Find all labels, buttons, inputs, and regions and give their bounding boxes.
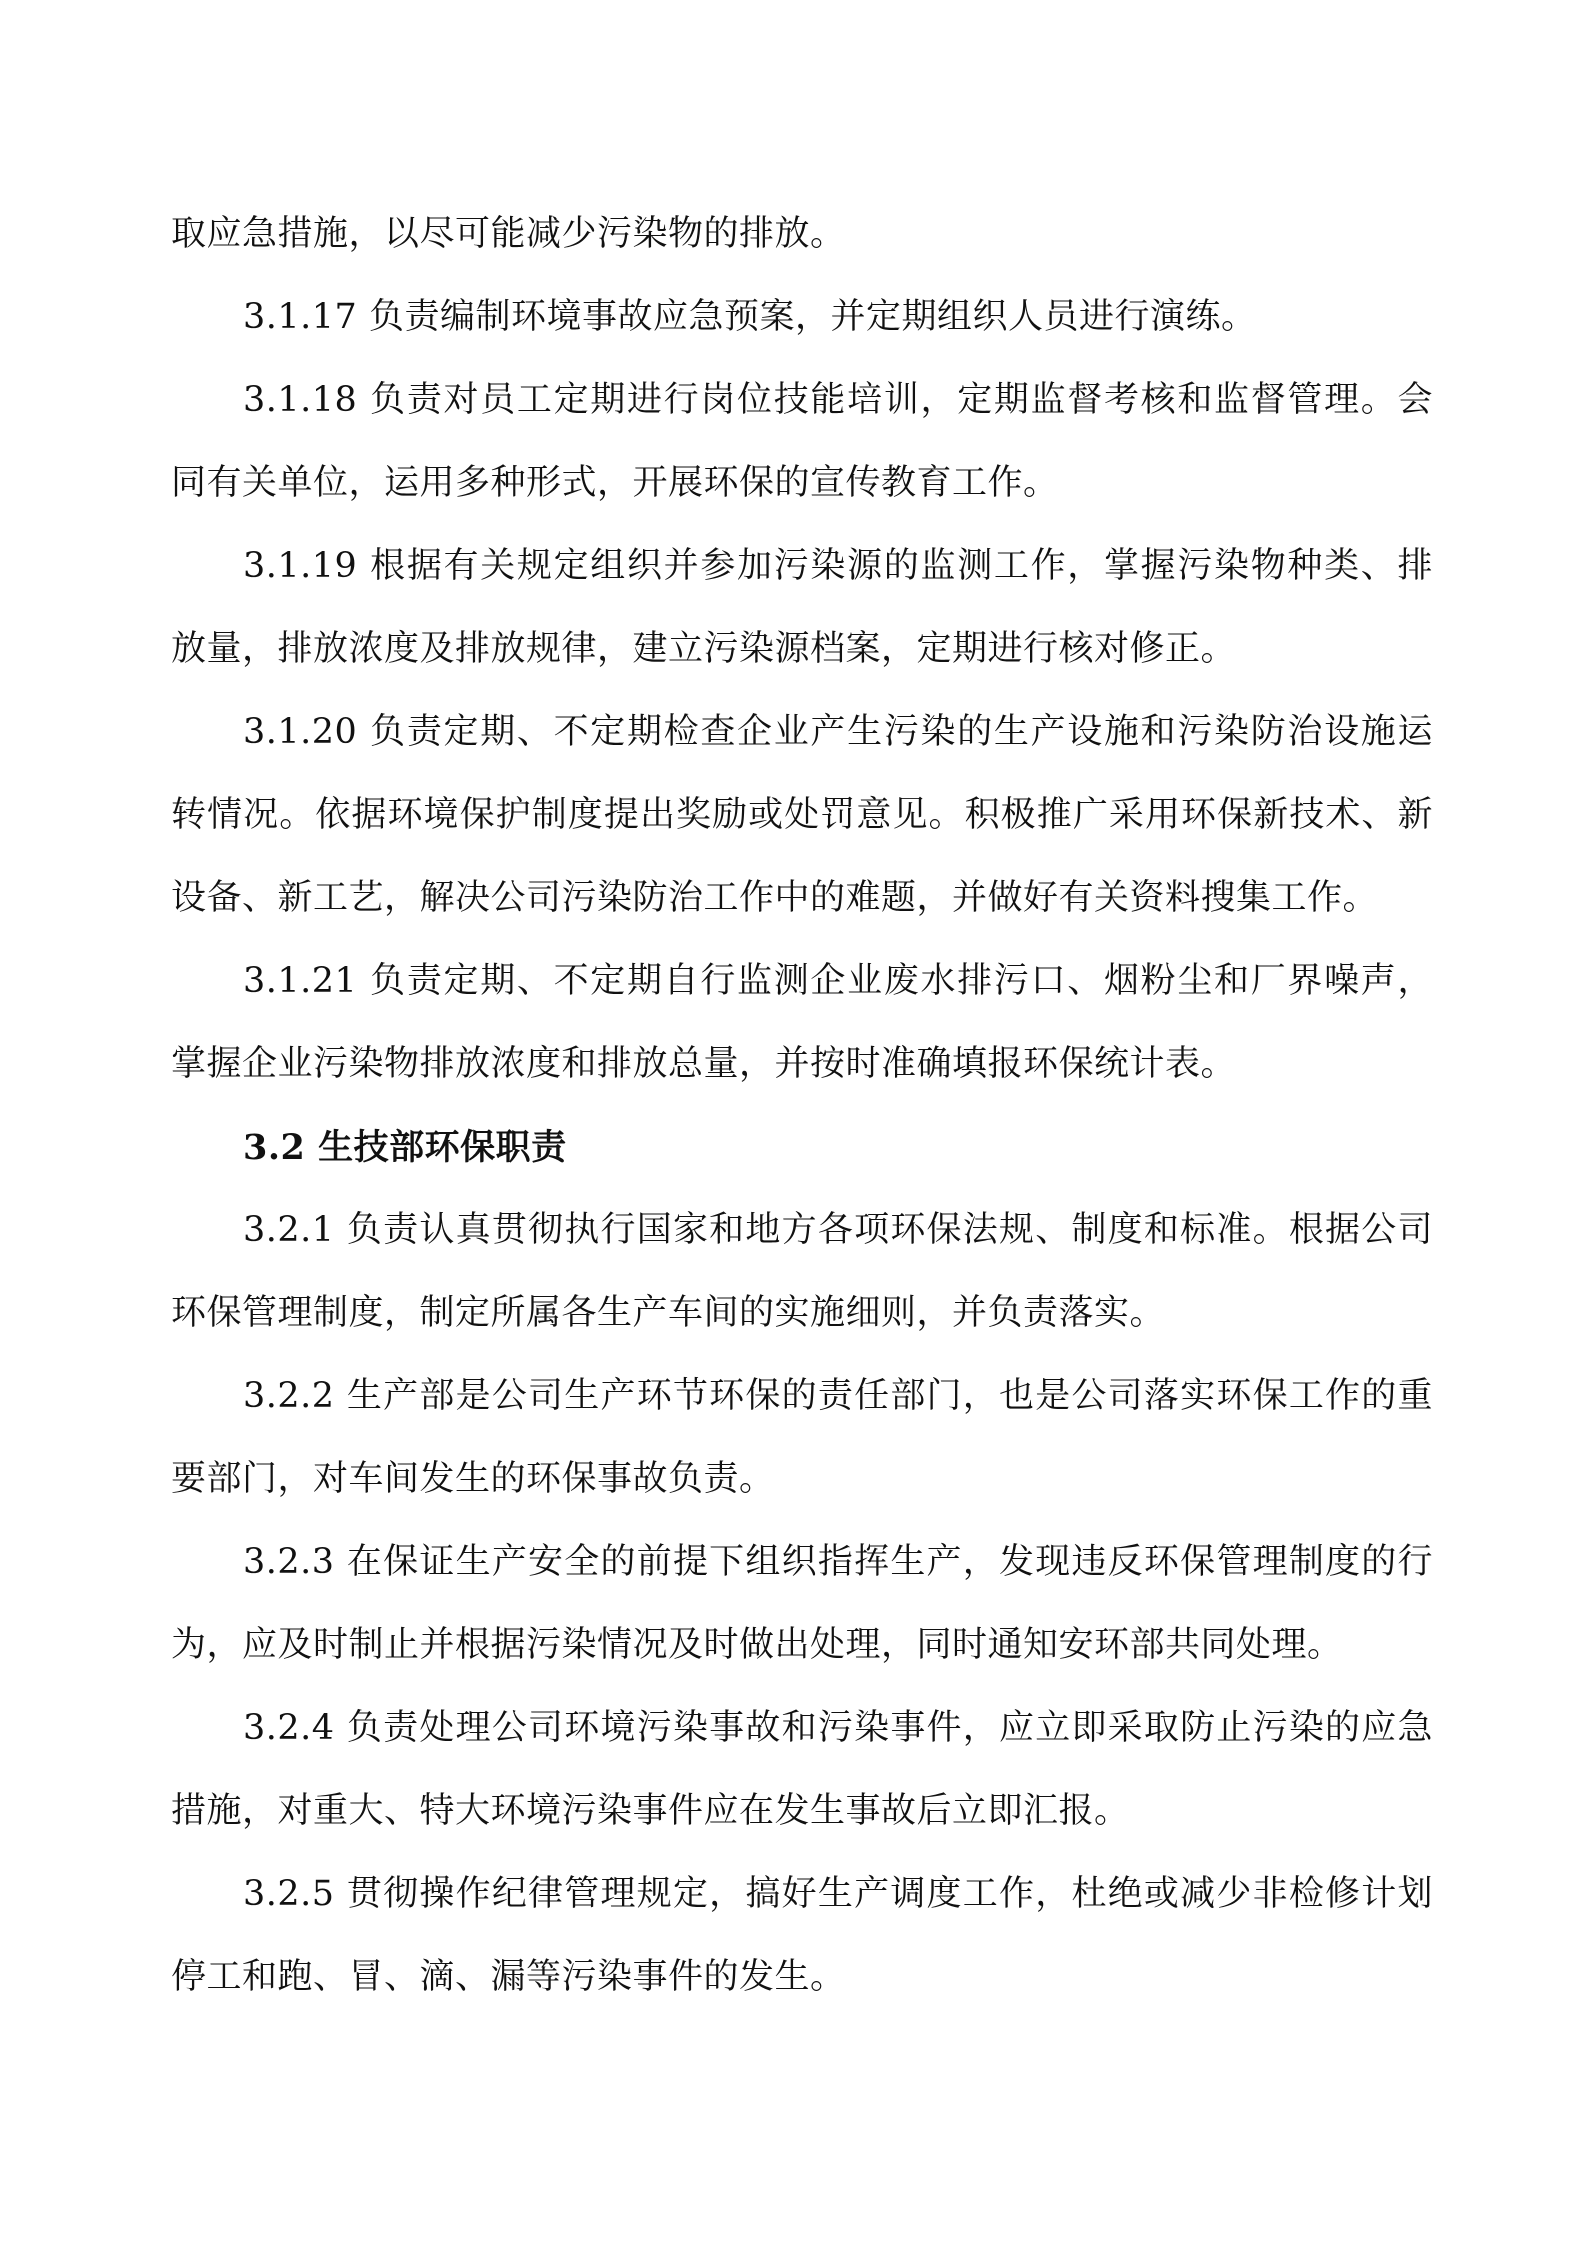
section-heading-3-2: 3.2 生技部环保职责 (243, 1127, 567, 1168)
paragraph-3-2-5: 3.2.5 贯彻操作纪律管理规定，搞好生产调度工作，杜绝或减少非检修计划停工和跑、冒、滴、漏等污染事件的发生。 (171, 1874, 1433, 1997)
paragraph-3-2-2: 3.2.2 生产部是公司生产环节环保的责任部门，也是公司落实环保工作的重要部门，对车间发生的环保事故负责。 (171, 1376, 1433, 1499)
paragraph-3-1-18: 3.1.18 负责对员工定期进行岗位技能培训，定期监督考核和监督管理。会同有关单位，运用多种形式，开展环保的宣传教育工作。 (171, 380, 1433, 503)
paragraph-3-1-20: 3.1.20 负责定期、不定期检查企业产生污染的生产设施和污染防治设施运转情况。依据环境保护制度提出奖励或处罚意见。积极推广采用环保新技术、新设备、新工艺，解决公司污染防治工作中的难题，并做好有关资料搜集工作。 (171, 712, 1433, 918)
paragraph-3-2-3: 3.2.3 在保证生产安全的前提下组织指挥生产，发现违反环保管理制度的行为，应及时制止并根据污染情况及时做出处理，同时通知安环部共同处理。 (171, 1542, 1433, 1665)
paragraph-3-2-4: 3.2.4 负责处理公司环境污染事故和污染事件，应立即采取防止污染的应急措施，对重大、特大环境污染事件应在发生事故后立即汇报。 (171, 1708, 1433, 1831)
paragraph-3-1-17: 3.1.17 负责编制环境事故应急预案，并定期组织人员进行演练。 (243, 297, 1257, 337)
paragraph-3-2-1: 3.2.1 负责认真贯彻执行国家和地方各项环保法规、制度和标准。根据公司环保管理制度，制定所属各生产车间的实施细则，并负责落实。 (171, 1210, 1433, 1333)
document-body (171, 193, 1433, 2019)
paragraph-3-1-21: 3.1.21 负责定期、不定期自行监测企业废水排污口、烟粉尘和厂界噪声，掌握企业污染物排放浓度和排放总量，并按时准确填报环保统计表。 (171, 961, 1433, 1084)
paragraph-continuation: 取应急措施，以尽可能减少污染物的排放。 (171, 214, 846, 254)
paragraph-3-1-19: 3.1.19 根据有关规定组织并参加污染源的监测工作，掌握污染物种类、排放量，排放浓度及排放规律，建立污染源档案，定期进行核对修正。 (171, 546, 1433, 669)
